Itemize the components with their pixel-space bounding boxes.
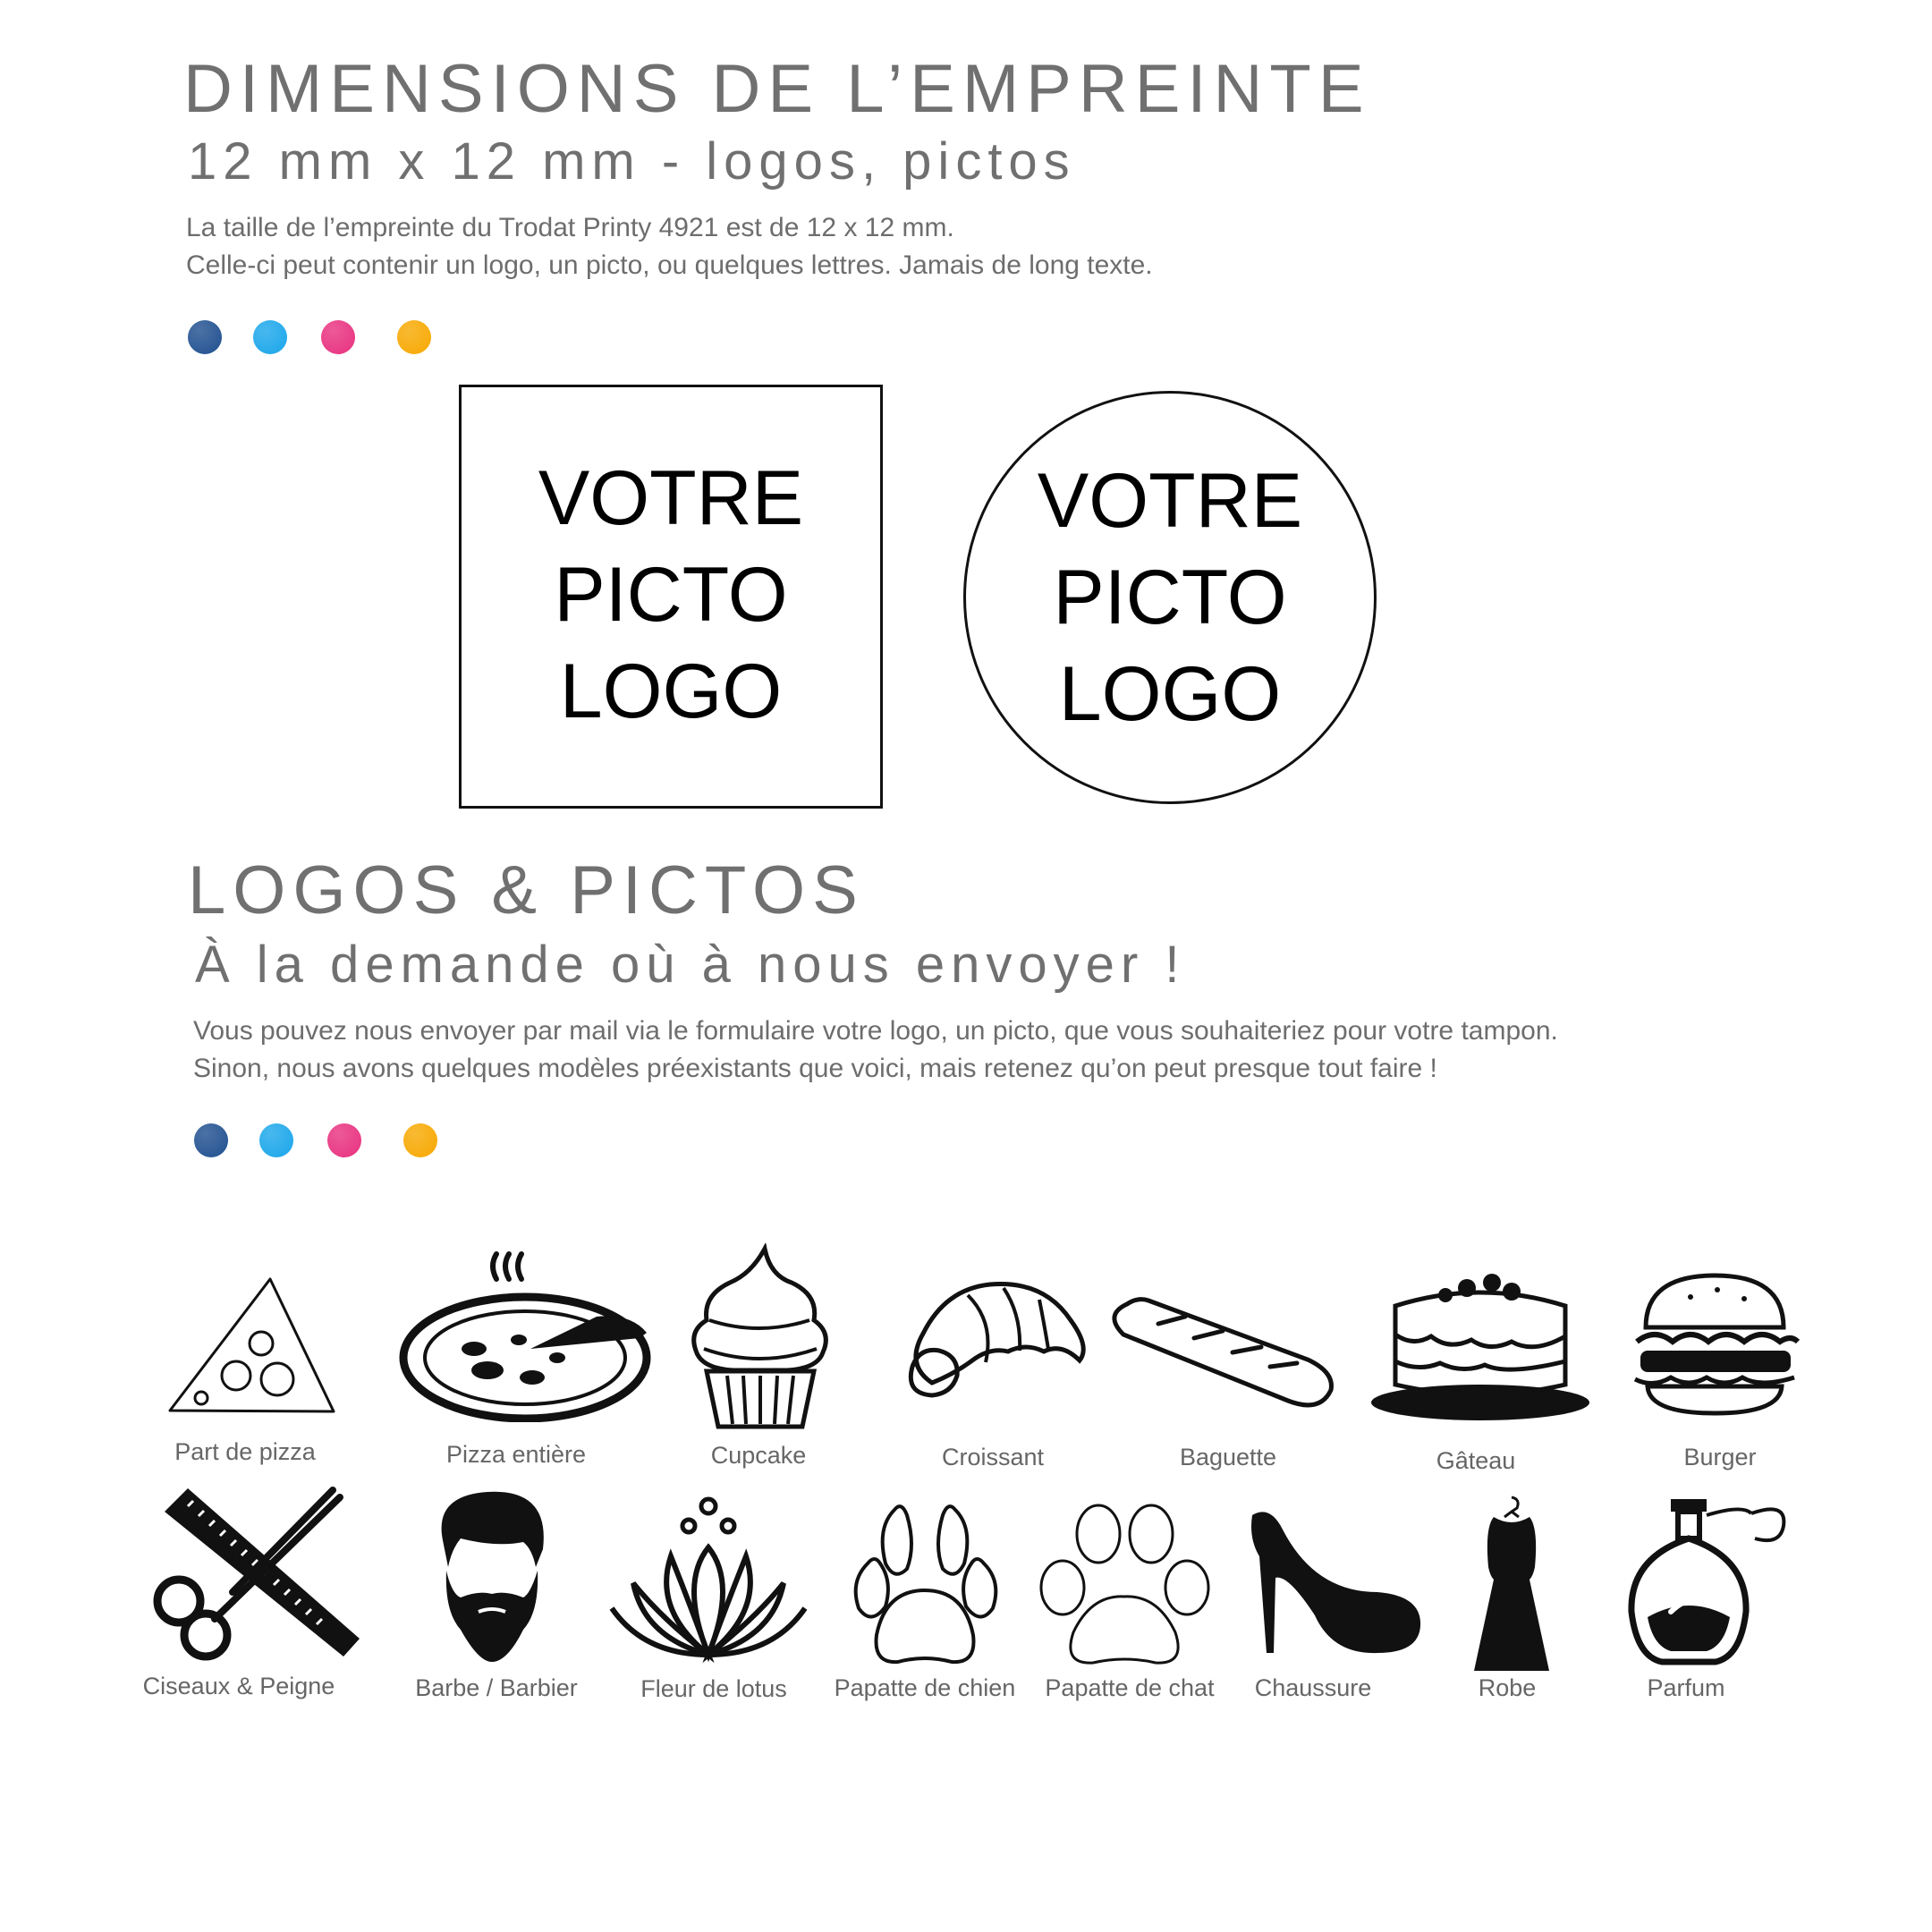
picto-label: Fleur de lotus: [640, 1675, 787, 1702]
picto-label: Parfum: [1647, 1674, 1725, 1701]
section2-title: LOGOS & PICTOS: [188, 852, 865, 928]
cake-icon: [1368, 1270, 1592, 1422]
cupcake-icon: [684, 1243, 836, 1431]
color-dot: [327, 1123, 361, 1157]
picto-label: Papatte de chien: [834, 1674, 1016, 1701]
baguette-icon: [1109, 1297, 1337, 1409]
dress-icon: [1467, 1496, 1556, 1674]
square-stamp-line1: VOTRE: [538, 455, 804, 541]
beard-icon: [425, 1487, 559, 1665]
picto-label: Cupcake: [710, 1442, 807, 1469]
scissors-comb-icon: [152, 1485, 362, 1664]
section1-title: DIMENSIONS DE L’EMPREINTE: [183, 51, 1371, 127]
picto-label: Ciseaux & Peigne: [142, 1673, 335, 1699]
dog-paw-icon: [850, 1492, 1002, 1671]
color-dot: [253, 320, 287, 354]
picto-label: Part de pizza: [174, 1438, 316, 1465]
picto-label: Gâteau: [1436, 1447, 1516, 1474]
picto-label: Croissant: [941, 1444, 1045, 1470]
section1-text-line2: Celle-ci peut contenir un logo, un picto, ou quelques lettres. Jamais de long texte.: [186, 250, 1153, 280]
section2-subtitle: À la demande où à nous envoyer !: [195, 936, 1186, 994]
croissant-icon: [905, 1268, 1093, 1402]
section1-subtitle: 12 mm x 12 mm - logos, pictos: [188, 132, 1076, 191]
picto-label: Robe: [1478, 1674, 1537, 1701]
square-stamp-line3: LOGO: [559, 648, 783, 734]
color-dot: [188, 320, 222, 354]
color-dot: [194, 1123, 228, 1157]
burger-icon: [1628, 1270, 1802, 1418]
color-dot: [397, 320, 431, 354]
picto-label: Barbe / Barbier: [415, 1674, 578, 1701]
section2-text-line2: Sinon, nous avons quelques modèles préexistants que voici, mais retenez qu’on peut presque tout faire !: [193, 1054, 1437, 1083]
section2-text-line1: Vous pouvez nous envoyer par mail via le formulaire votre logo, un picto, que vous souhaiteriez pour votre tampon.: [193, 1016, 1558, 1046]
square-stamp-line2: PICTO: [554, 552, 788, 638]
round-stamp-line3: LOGO: [1058, 651, 1282, 737]
color-dot: [259, 1123, 293, 1157]
whole-pizza-icon: [398, 1243, 653, 1422]
picto-label: Chaussure: [1254, 1674, 1372, 1701]
picto-label: Baguette: [1179, 1444, 1277, 1470]
picto-label: Papatte de chat: [1045, 1674, 1215, 1701]
pizza-slice-icon: [161, 1270, 340, 1422]
round-stamp-line1: VOTRE: [1037, 458, 1303, 544]
color-dot: [403, 1123, 437, 1157]
high-heel-icon: [1243, 1503, 1427, 1664]
picto-label: Burger: [1683, 1444, 1757, 1470]
section1-text-line1: La taille de l’empreinte du Trodat Printy 4921 est de 12 x 12 mm.: [186, 213, 954, 242]
round-stamp-line2: PICTO: [1053, 555, 1287, 640]
lotus-icon: [608, 1494, 809, 1664]
cat-paw-icon: [1038, 1498, 1212, 1668]
perfume-icon: [1626, 1496, 1787, 1670]
color-dot: [321, 320, 355, 354]
picto-label: Pizza entière: [445, 1441, 587, 1468]
